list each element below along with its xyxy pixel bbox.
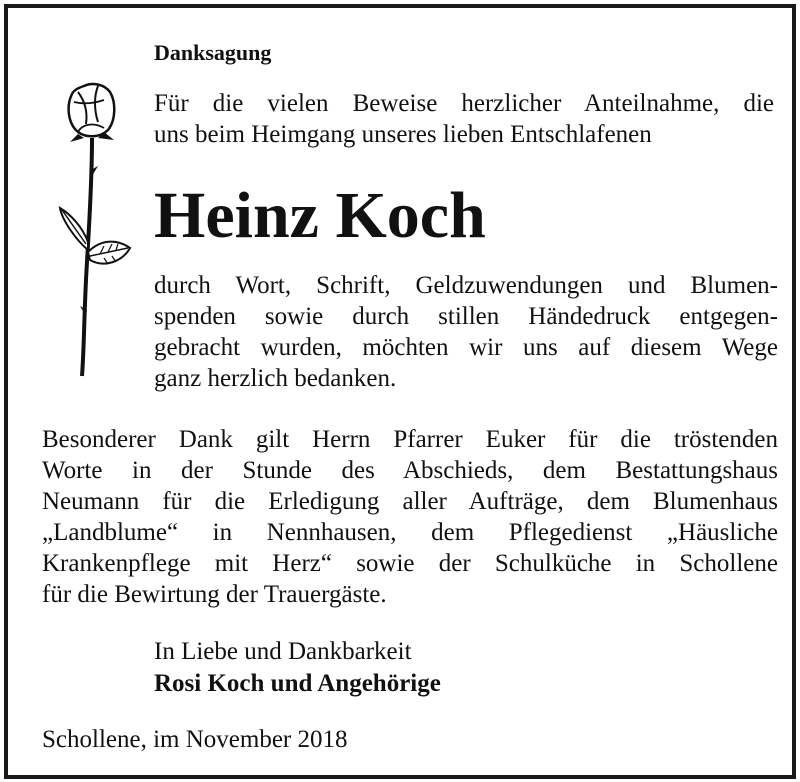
special-thanks-paragraph	[42, 424, 778, 610]
intro-text	[154, 88, 774, 150]
paragraph-line: ganz herzlich bedanken.	[154, 365, 397, 392]
paragraph-line: Worte in der Stunde des Abschieds, dem Bestattungshaus	[42, 457, 778, 484]
paragraph-line: durch Wort, Schrift, Geldzuwendungen und Blumen-	[154, 272, 778, 299]
paragraph-line: spenden sowie durch stillen Händedruck entgegen-	[154, 303, 778, 330]
paragraph-line: für die Bewirtung der Trauergäste.	[42, 581, 387, 608]
paragraph-line: Krankenpflege mit Herz“ sowie der Schulküche in Schollene	[42, 550, 778, 577]
paragraph-line: gebracht wurden, möchten wir uns auf diesem Wege	[154, 334, 778, 361]
obituary-notice	[4, 4, 796, 779]
place-date: Schollene, im November 2018	[42, 726, 348, 753]
paragraph-line: „Landblume“ in Nennhausen, dem Pflegedienst „Häusliche	[42, 519, 778, 546]
paragraph-line: Besonderer Dank gilt Herrn Pfarrer Euker für die tröstenden	[42, 426, 778, 453]
thanks-paragraph	[154, 270, 778, 394]
intro-line: Für die vielen Beweise herzlicher Anteilnahme, die	[154, 90, 774, 117]
rose-icon	[48, 80, 144, 380]
heading: Danksagung	[154, 40, 272, 65]
closing-phrase: In Liebe und Dankbarkeit	[154, 638, 412, 665]
signers: Rosi Koch und Angehörige	[154, 670, 441, 697]
deceased-name: Heinz Koch	[154, 179, 486, 252]
intro-line: uns beim Heimgang unseres lieben Entschlafenen	[154, 121, 652, 148]
paragraph-line: Neumann für die Erledigung aller Aufträge, dem Blumenhaus	[42, 488, 778, 515]
